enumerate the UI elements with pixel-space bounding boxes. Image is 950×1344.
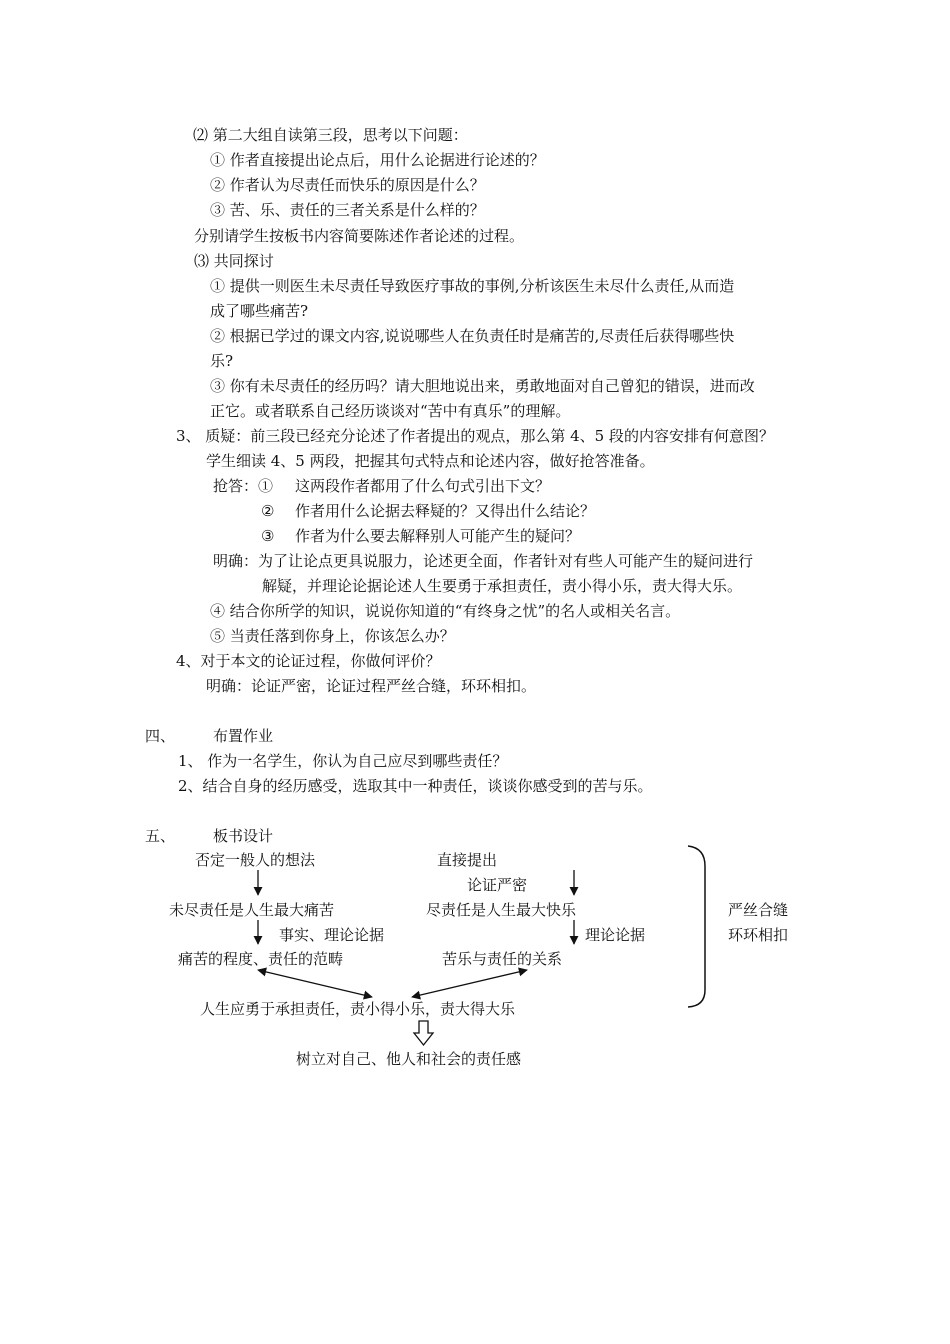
board-right-evidence: 理论论据 [585,926,646,944]
question-3-line2: 学生细读 4、5 两段，把握其句式特点和论述内容，做好抢答准备。 [206,452,655,470]
homework-item-1: 1、 作为一名学生，你认为自己应尽到哪些责任？ [178,752,508,770]
quick-answer-label: 抢答：① [213,477,274,495]
board-right-bottom: 苦乐与责任的关系 [442,950,563,968]
evaluation-answer: 明确：论证严密，论证过程严丝合缝，环环相扣。 [206,677,537,695]
hollow-down-arrow [414,1021,433,1045]
group2-question-3: ③ 苦、乐、责任的三者关系是什么样的？ [210,201,485,219]
discussion-item-3-line1: ③ 你有未尽责任的经历吗？请大胆地说出来，勇敢地面对自己曾犯的错误，进而改 [210,377,755,395]
discussion-item-1-line2: 成了哪些痛苦? [210,302,309,320]
quick-answer-2-num: ② [261,502,275,520]
right-brace [688,846,705,1007]
board-right-method: 论证严密 [467,876,528,894]
evaluation-question: 4、对于本文的论证过程，你做何评价？ [176,652,441,670]
question-3-line1: 3、 质疑：前三段已经充分论述了作者提出的观点，那么第 4、5 段的内容安排有何意图？ [176,427,774,445]
board-number: 五、 [145,827,176,845]
board-right-mid: 尽责任是人生最大快乐 [426,901,577,919]
board-final: 树立对自己、他人和社会的责任感 [296,1050,522,1068]
clarify-line1: 明确：为了让论点更具说服力，论述更全面，作者针对有些人可能产生的疑问进行 [213,552,754,570]
homework-title: 布置作业 [213,727,274,745]
board-left-mid: 未尽责任是人生最大痛苦 [169,901,335,919]
quick-answer-3-num: ③ [261,527,275,545]
group2-note: 分别请学生按板书内容简要陈述作者论述的过程。 [194,227,525,245]
group2-question-1: ① 作者直接提出论点后，用什么论据进行论述的？ [210,151,545,169]
clarify-line2: 解疑，并理论论据论述人生要勇于承担责任，责小得小乐，责大得大乐。 [262,577,743,595]
discussion-item-2-line1: ② 根据已学过的课文内容,说说哪些人在负责任时是痛苦的,尽责任后获得哪些快 [210,327,735,345]
board-left-evidence: 事实、理论论据 [279,926,385,944]
group2-question-2: ② 作者认为尽责任而快乐的原因是什么？ [210,176,485,194]
board-title: 板书设计 [213,827,274,845]
discussion-item-1-line1: ① 提供一则医生未尽责任导致医疗事故的事例,分析该医生未尽什么责任,从而造 [210,277,735,295]
board-left-bottom: 痛苦的程度、责任的范畴 [178,950,344,968]
discussion-item-3-line2: 正它。或者联系自己经历谈谈对“苦中有真乐”的理解。 [210,402,571,420]
homework-item-2: 2、结合自身的经历感受，选取其中一种责任，谈谈你感受到的苦与乐。 [178,777,653,795]
quick-answer-3: 作者为什么要去解释别人可能产生的疑问？ [295,527,581,545]
arrow-left-diagonal [258,970,372,997]
discussion-title: ⑶ 共同探讨 [194,252,274,270]
group2-title: ⑵ 第二大组自读第三段，思考以下问题： [193,126,468,144]
quick-answer-1: 这两段作者都用了什么句式引出下文？ [295,477,551,495]
board-left-top: 否定一般人的想法 [195,851,316,869]
board-side-label-2: 环环相扣 [728,926,789,944]
homework-number: 四、 [145,727,176,745]
board-right-top: 直接提出 [437,851,498,869]
board-conclusion: 人生应勇于承担责任，责小得小乐，责大得大乐 [200,1000,516,1018]
arrow-right-diagonal [412,970,527,997]
discussion-item-2-line2: 乐? [210,352,234,370]
question-item-5: ⑤ 当责任落到你身上，你该怎么办？ [210,627,455,645]
quick-answer-2: 作者用什么论据去释疑的？又得出什么结论？ [295,502,596,520]
board-side-label-1: 严丝合缝 [728,901,789,919]
question-item-4: ④ 结合你所学的知识，说说你知道的“有终身之忧”的名人或相关名言。 [210,602,681,620]
